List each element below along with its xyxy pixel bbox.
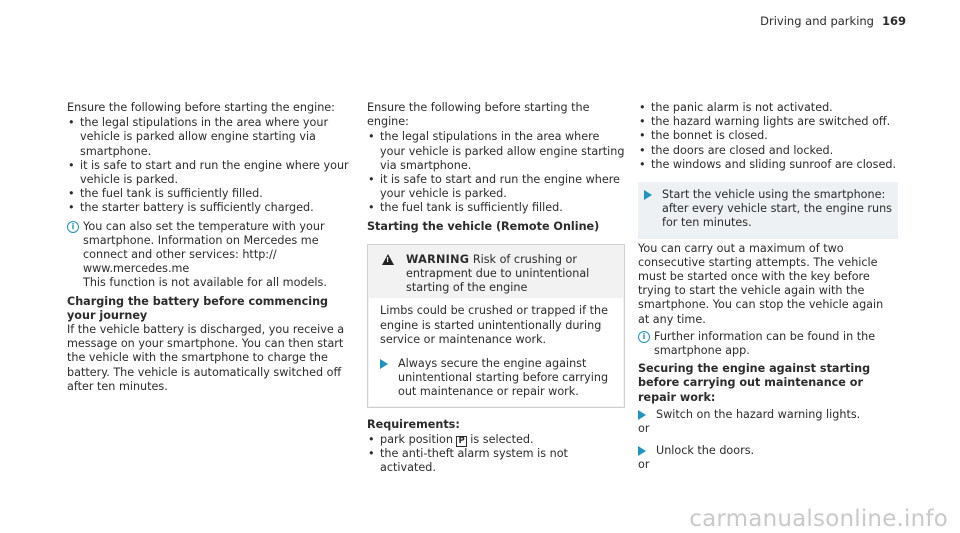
start-step <box>638 182 898 239</box>
column-right <box>638 101 898 473</box>
list-item: • the fuel tank is sufficiently filled. <box>67 187 352 201</box>
list-item: • the doors are closed and locked. <box>638 144 898 158</box>
precondition-list <box>67 116 352 215</box>
list-item: • it is safe to start and run the engine where your vehicle is parked. <box>367 173 625 201</box>
info-icon: i <box>67 221 79 233</box>
step-text: Switch on the hazard warning lights. <box>656 407 861 421</box>
warning-header: ! WARNING Risk of crushing or entrapment due to unintentional starting of the engine <box>368 245 624 299</box>
page-header <box>760 14 906 28</box>
warning-title: Risk of crushing or entrapment due to unintentional starting of the engine <box>406 252 590 295</box>
info-icon: i <box>638 331 650 343</box>
charging-text: If the vehicle battery is discharged, you receive a message on your smartphone. You can then start the vehicle with the smartphone to charge the battery. The vehicle is automatically switched off after ten minutes. <box>67 323 345 393</box>
info-note <box>638 330 898 358</box>
list-item: • the panic alarm is not activated. <box>638 101 898 115</box>
list-item: • the legal stipulations in the area where your vehicle is parked allow engine starting via smartphone. <box>367 130 625 173</box>
list-item: • the fuel tank is sufficiently filled. <box>367 201 625 215</box>
warning-body <box>369 298 623 405</box>
watermark: carmanualsonline.info <box>689 505 948 532</box>
note-availability: This function is not available for all models. <box>83 276 327 290</box>
warning-box <box>367 244 625 408</box>
column-middle <box>367 101 625 475</box>
list-item: • the starter battery is sufficiently charged. <box>67 201 352 215</box>
step-text: Always secure the engine against unintentional starting before carrying out maintenance or repair work. <box>398 357 609 399</box>
intro-text: Ensure the following before starting the engine: <box>367 101 590 129</box>
list-item: • the bonnet is closed. <box>638 129 898 143</box>
attempts-text: You can carry out a maximum of two consecutive starting attempts. The vehicle must be started once with the key before trying to start the vehicle again with the smartphone. You can stop the vehicle again at any time. <box>638 241 884 326</box>
list-item: • park position P is selected. <box>367 433 625 447</box>
column-left <box>67 101 352 394</box>
step-arrow-icon <box>644 190 652 200</box>
hazard-step <box>638 408 898 422</box>
securing-heading: Securing the engine against starting before carrying out maintenance or repair work: <box>638 362 871 404</box>
intro-text: Ensure the following before starting the engine: <box>67 101 335 114</box>
section-title: Driving and parking <box>760 14 874 28</box>
or-text: or <box>638 458 650 472</box>
step-arrow-icon <box>380 359 388 369</box>
warning-label: WARNING <box>406 252 470 266</box>
precondition-list <box>367 130 625 215</box>
precondition-list <box>638 101 898 172</box>
note-link[interactable]: www.mercedes.me <box>83 262 190 276</box>
info-note <box>67 220 352 291</box>
requirements-heading: Requirements: <box>367 417 460 431</box>
step-text: Unlock the doors. <box>656 444 755 458</box>
note-text: You can also set the temperature with your smartphone. Information on Mercedes me connect and other services: http:// <box>83 219 325 262</box>
step-arrow-icon <box>638 446 646 456</box>
list-item: • the hazard warning lights are switched off. <box>638 115 898 129</box>
page-number: 169 <box>881 14 906 28</box>
unlock-step <box>638 444 898 458</box>
or-text: or <box>638 422 650 436</box>
park-position-symbol: P <box>458 435 465 446</box>
charging-heading: Charging the battery before commencing your journey <box>67 294 329 322</box>
list-item: • the legal stipulations in the area where your vehicle is parked allow engine starting via smartphone. <box>67 116 352 159</box>
requirements-list <box>367 433 625 476</box>
list-item: • the anti-theft alarm system is not activated. <box>367 447 625 475</box>
warning-text: Limbs could be crushed or trapped if the engine is started unintentionally during service or maintenance work. <box>380 304 608 346</box>
note-text: Further information can be found in the smartphone app. <box>654 329 876 358</box>
list-item: • it is safe to start and run the engine where your vehicle is parked. <box>67 159 352 187</box>
starting-heading: Starting the vehicle (Remote Online) <box>367 219 600 233</box>
step-text: Start the vehicle using the smartphone: after every vehicle start, the engine runs for ten minutes. <box>662 188 892 230</box>
list-item: • the windows and sliding sunroof are closed. <box>638 158 898 172</box>
warning-step <box>380 357 615 400</box>
step-arrow-icon <box>638 410 646 420</box>
